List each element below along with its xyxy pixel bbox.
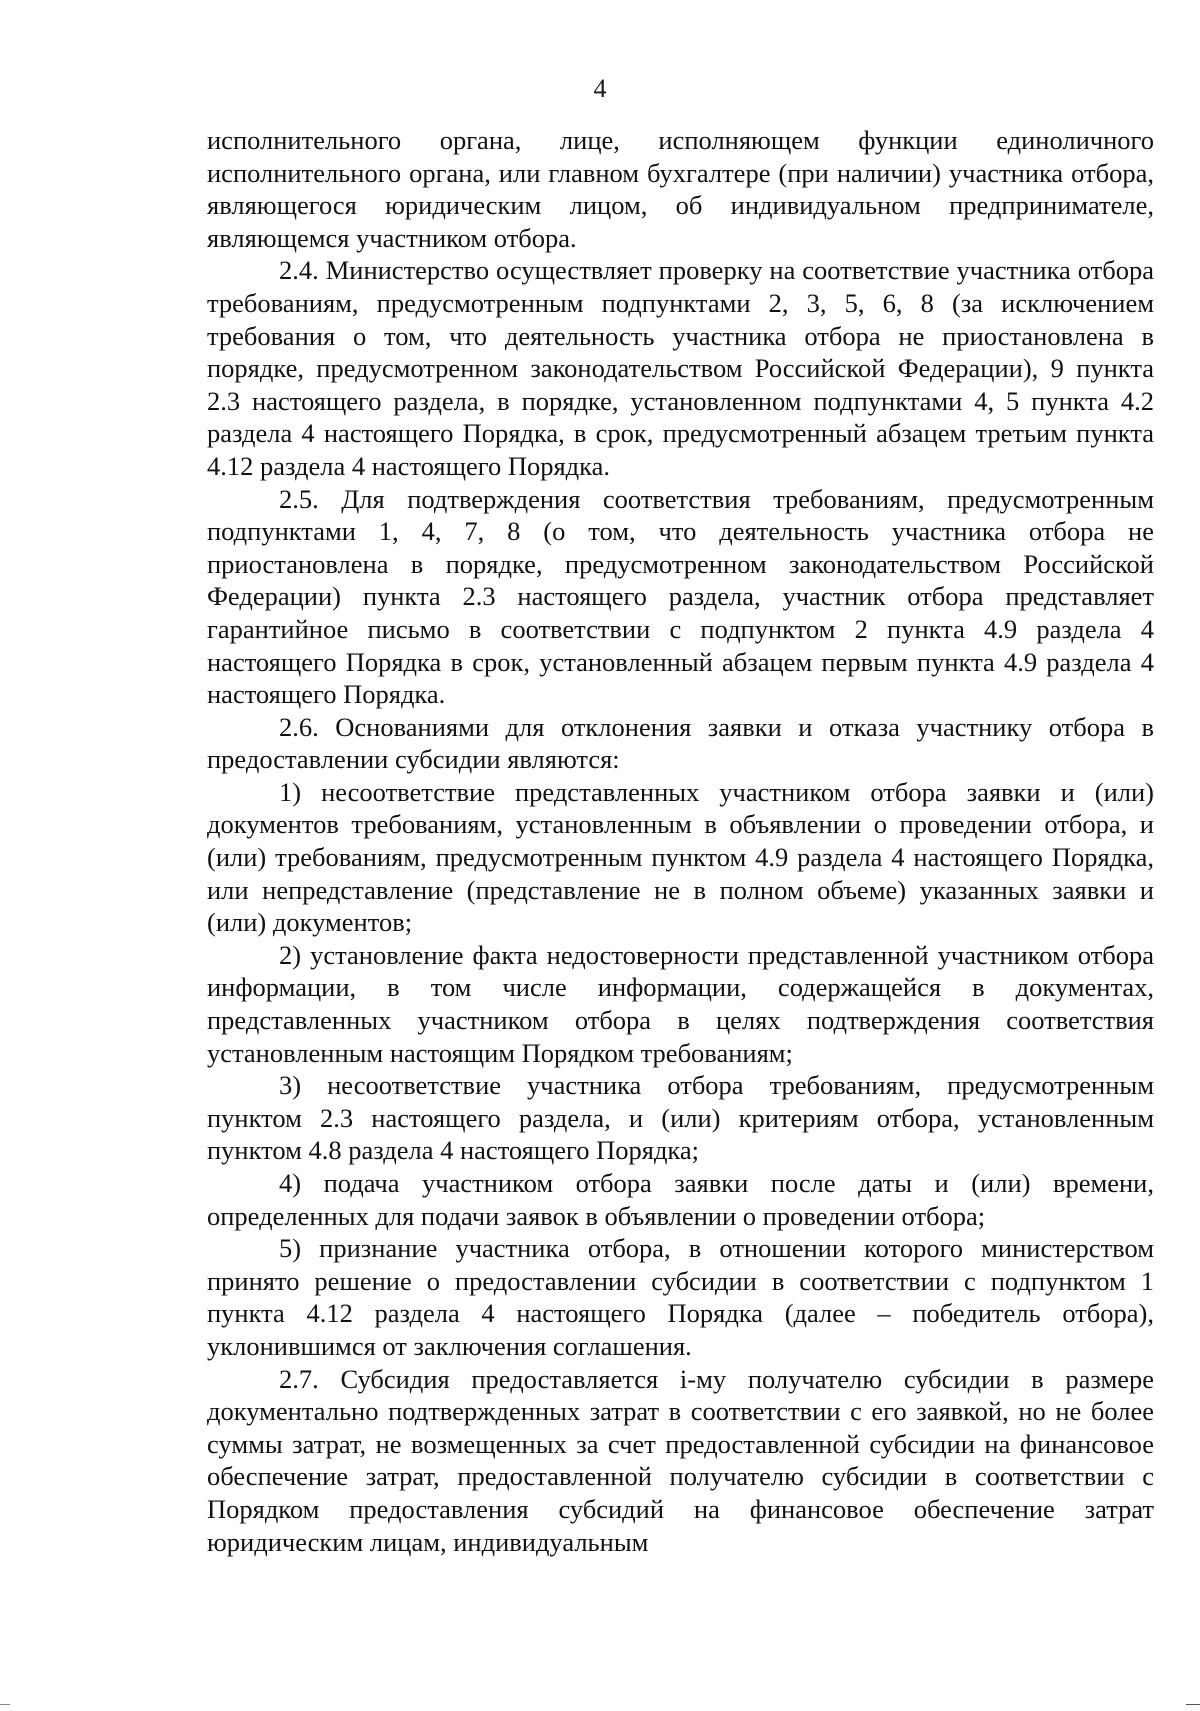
paragraph-continuation: исполнительного органа, лице, исполняющем функции единоличного исполнительного органа, или главном бухгалтере (при наличии) участника отбора, являющегося юридическим лицом, об индивидуальном предпринимателе, являющемся участником отбора. [207,125,1154,253]
scan-edge-mark-left [0,1704,10,1705]
paragraph-2-6: 2.6. Основаниями для отклонения заявки и отказа участнику отбора в предоставлении субсидии являются: [207,711,1154,775]
page-number: 4 [593,74,607,103]
document-body [207,124,1154,1558]
list-item-3: 3) несоответствие участника отбора требованиям, предусмотренным пунктом 2.3 настоящего раздела, и (или) критериям отбора, установленным пунктом 4.8 раздела 4 настоящего Порядка; [207,1070,1154,1166]
paragraph-2-5: 2.5. Для подтверждения соответствия требованиям, предусмотренным подпунктами 1, 4, 7, 8 (о том, что деятельность участника отбора не приостановлена в порядке, предусмотренном законодательством Российской Федерации) пункта 2.3 настоящего раздела, участник отбора представляет гарантийное письмо в соответствии с подпунктом 2 пункта 4.9 раздела 4 настоящего Порядка в срок, установленный абзацем первым пункта 4.9 раздела 4 настоящего Порядка. [207,483,1154,710]
list-item-1: 1) несоответствие представленных участником отбора заявки и (или) документов требованиям, установленным в объявлении о проведении отбора, и (или) требованиям, предусмотренным пунктом 4.9 раздела 4 настоящего Порядка, или непредставление (представление не в полном объеме) указанных заявки и (или) документов; [207,776,1154,938]
list-item-4: 4) подача участником отбора заявки после даты и (или) времени, определенных для подачи заявок в объявлении о проведении отбора; [207,1168,1154,1231]
paragraph-2-7: 2.7. Субсидия предоставляется i-му получателю субсидии в размере документально подтвержденных затрат в соответствии с его заявкой, но не более суммы затрат, не возмещенных за счет предоставленной субсидии на финансовое обеспечение затрат, предоставленной получателю субсидии в соответствии с Порядком предоставления субсидий на финансовое обеспечение затрат юридическим лицам, индивидуальным [207,1363,1154,1557]
scan-edge-mark [1186,1704,1200,1705]
list-item-2: 2) установление факта недостоверности представленной участником отбора информации, в том числе информации, содержащейся в документах, представленных участником отбора в целях подтверждения соответствия установленным настоящим Порядком требованиям; [207,939,1154,1068]
list-item-5: 5) признание участника отбора, в отношении которого министерством принято решение о предоставлении субсидии в соответствии с подпунктом 1 пункта 4.12 раздела 4 настоящего Порядка (далее – победитель отбора), уклонившимся от заключения соглашения. [207,1233,1154,1361]
paragraph-2-4: 2.4. Министерство осуществляет проверку на соответствие участника отбора требованиям, предусмотренным подпунктами 2, 3, 5, 6, 8 (за исключением требования о том, что деятельность участника отбора не приостановлена в порядке, предусмотренном законодательством Российской Федерации), 9 пункта 2.3 настоящего раздела, в порядке, установленном подпунктами 4, 5 пункта 4.2 раздела 4 настоящего Порядка, в срок, предусмотренный абзацем третьим пункта 4.12 раздела 4 настоящего Порядка. [207,255,1154,481]
